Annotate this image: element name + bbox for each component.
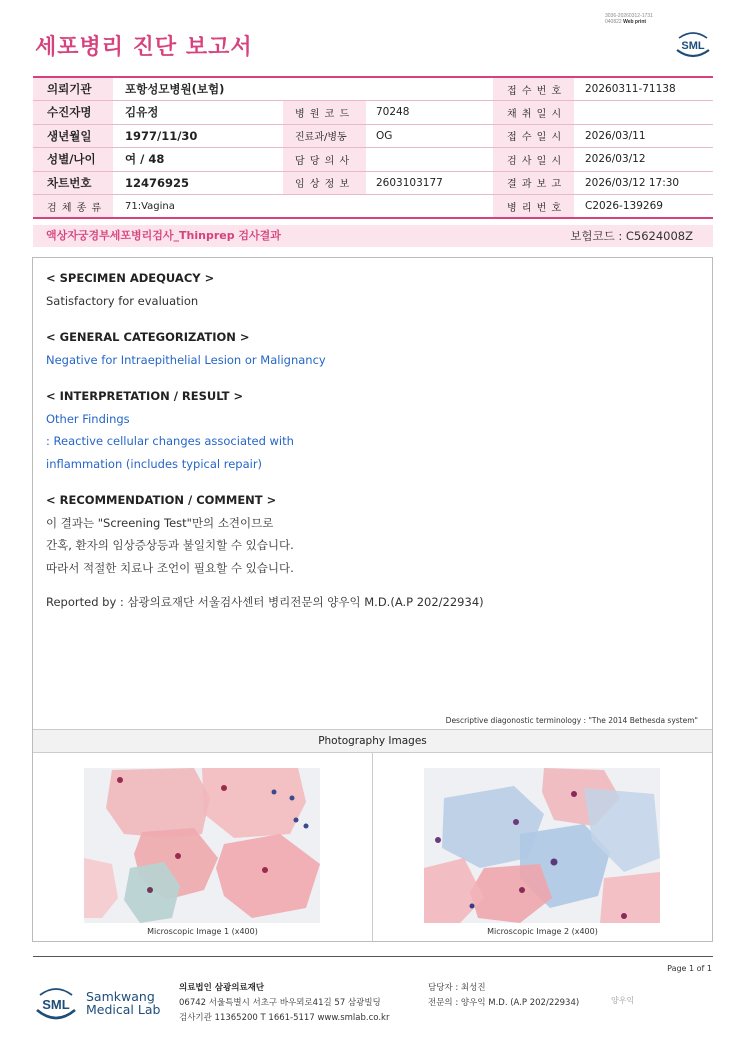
photo-divider xyxy=(372,753,373,941)
adequacy-text: Satisfactory for evaluation xyxy=(46,293,199,308)
value-sex-age: 여 / 48 xyxy=(113,148,283,172)
recommendation-line: 이 결과는 "Screening Test"만의 소견이므로 xyxy=(46,515,274,530)
staff-in-charge: 담당자 : 최성진 xyxy=(428,983,486,993)
web-print-label: Web print xyxy=(623,19,647,25)
page-number: Page 1 of 1 xyxy=(667,964,712,973)
label-receipt-number: 접 수 번 호 xyxy=(493,77,574,101)
value-result-report: 2026/03/12 17:30 xyxy=(574,171,713,195)
doc-code-line: 3036-20260312-1731 xyxy=(605,13,653,19)
brand-line: Samkwang xyxy=(86,989,155,1004)
value-receipt-date: 2026/03/11 xyxy=(574,124,713,148)
microscopic-image-1 xyxy=(84,768,320,923)
brand-line: Medical Lab xyxy=(86,1002,161,1017)
recommendation-line: 간혹, 환자의 임상증상등과 불일치할 수 있습니다. xyxy=(46,538,294,552)
footer-divider xyxy=(33,956,713,957)
info-row xyxy=(33,77,713,101)
value-requesting-institution: 포항성모병원(보험) xyxy=(113,77,493,101)
label-patient-name: 수진자명 xyxy=(33,101,113,125)
organization-contact: 검사기관 11365200 T 1661-5117 www.smlab.co.kr xyxy=(179,1013,390,1023)
organization-name: 의료법인 삼광의료재단 xyxy=(179,983,265,993)
microscopic-image-2 xyxy=(424,768,660,923)
signature: 양우익 xyxy=(611,996,635,1005)
value-birth-date: 1977/11/30 xyxy=(113,124,283,148)
label-physician: 담 당 의 사 xyxy=(283,148,366,172)
section-heading: < INTERPRETATION / RESULT > xyxy=(46,389,244,403)
interpretation-line: Other Findings xyxy=(46,411,130,426)
value-chart-number: 12476925 xyxy=(113,171,283,195)
value-receipt-number: 20260311-71138 xyxy=(574,77,713,101)
interpretation-line: : Reactive cellular changes associated with xyxy=(46,434,294,448)
sml-logo-icon xyxy=(674,28,712,60)
recommendation-line: 따라서 적절한 치료나 조언이 필요할 수 있습니다. xyxy=(46,560,294,575)
value-pathology-number: C2026-139269 xyxy=(574,195,713,219)
label-birth-date: 생년월일 xyxy=(33,124,113,148)
image-1-caption: Microscopic Image 1 (x400) xyxy=(147,927,258,936)
brand-name xyxy=(86,990,160,1016)
value-patient-name: 김유정 xyxy=(113,101,283,125)
specialist: 전문의 : 양우익 M.D. (A.P 202/22934) xyxy=(428,998,580,1008)
photography-header: Photography Images xyxy=(33,729,712,753)
label-specimen-type: 검 체 종 류 xyxy=(33,195,113,219)
interpretation-line: inflammation (includes typical repair) xyxy=(46,456,263,471)
terminology-note: Descriptive diagonostic terminology : "The 2014 Bethesda system" xyxy=(445,716,698,725)
label-sex-age: 성별/나이 xyxy=(33,148,113,172)
exam-name: 액상자궁경부세포병리검사_Thinprep 검사결과 xyxy=(46,229,281,242)
label-department: 진료과/병동 xyxy=(283,124,366,148)
organization-info xyxy=(179,981,389,1026)
section-heading: < RECOMMENDATION / COMMENT > xyxy=(46,493,277,507)
info-row xyxy=(33,195,713,219)
value-hospital-code: 70248 xyxy=(366,101,493,125)
value-test-date: 2026/03/12 xyxy=(574,148,713,172)
interpretation-section xyxy=(46,385,294,475)
insurance-code: 보험코드 : C5624008Z xyxy=(570,229,693,243)
page-title: 세포병리 진단 보고서 xyxy=(35,35,253,60)
label-hospital-code: 병 원 코 드 xyxy=(283,101,366,125)
label-test-date: 검 사 일 시 xyxy=(493,148,574,172)
label-requesting-institution: 의뢰기관 xyxy=(33,77,113,101)
value-department: OG xyxy=(366,124,493,148)
doc-code-line: 040822 xyxy=(605,19,622,25)
section-heading: < GENERAL CATEGORIZATION > xyxy=(46,330,250,344)
categorization-text: Negative for Intraepithelial Lesion or Malignancy xyxy=(46,352,326,367)
specimen-adequacy-section xyxy=(46,267,214,312)
label-result-report: 결 과 보 고 xyxy=(493,171,574,195)
info-row xyxy=(33,101,713,125)
info-row xyxy=(33,148,713,172)
categorization-section xyxy=(46,326,326,371)
label-pathology-number: 병 리 번 호 xyxy=(493,195,574,219)
info-row xyxy=(33,124,713,148)
organization-address: 06742 서울특별시 서초구 바우뫼로41길 57 삼광빌딩 xyxy=(179,998,381,1008)
recommendation-section xyxy=(46,489,294,579)
value-specimen-type: 71:Vagina xyxy=(113,195,493,219)
section-heading: < SPECIMEN ADEQUACY > xyxy=(46,271,215,285)
label-clinical-info: 임 상 정 보 xyxy=(283,171,366,195)
logo-text: SML xyxy=(42,997,70,1012)
logo-text: SML xyxy=(681,40,705,52)
sml-logo-icon xyxy=(34,982,78,1024)
label-receipt-date: 접 수 일 시 xyxy=(493,124,574,148)
image-2-caption: Microscopic Image 2 (x400) xyxy=(487,927,598,936)
value-clinical-info: 2603103177 xyxy=(366,171,493,195)
label-collection-date: 채 취 일 시 xyxy=(493,101,574,125)
exam-header-bar xyxy=(33,225,713,247)
staff-info xyxy=(428,981,579,1011)
reported-by: Reported by : 삼광의료재단 서울검사센터 병리전문의 양우익 M.D.(A.P 202/22934) xyxy=(46,595,484,609)
document-code xyxy=(605,13,653,25)
value-physician xyxy=(366,148,493,172)
label-chart-number: 차트번호 xyxy=(33,171,113,195)
info-row xyxy=(33,171,713,195)
result-panel xyxy=(32,257,713,942)
value-collection-date xyxy=(574,101,713,125)
patient-info-table xyxy=(33,76,713,219)
